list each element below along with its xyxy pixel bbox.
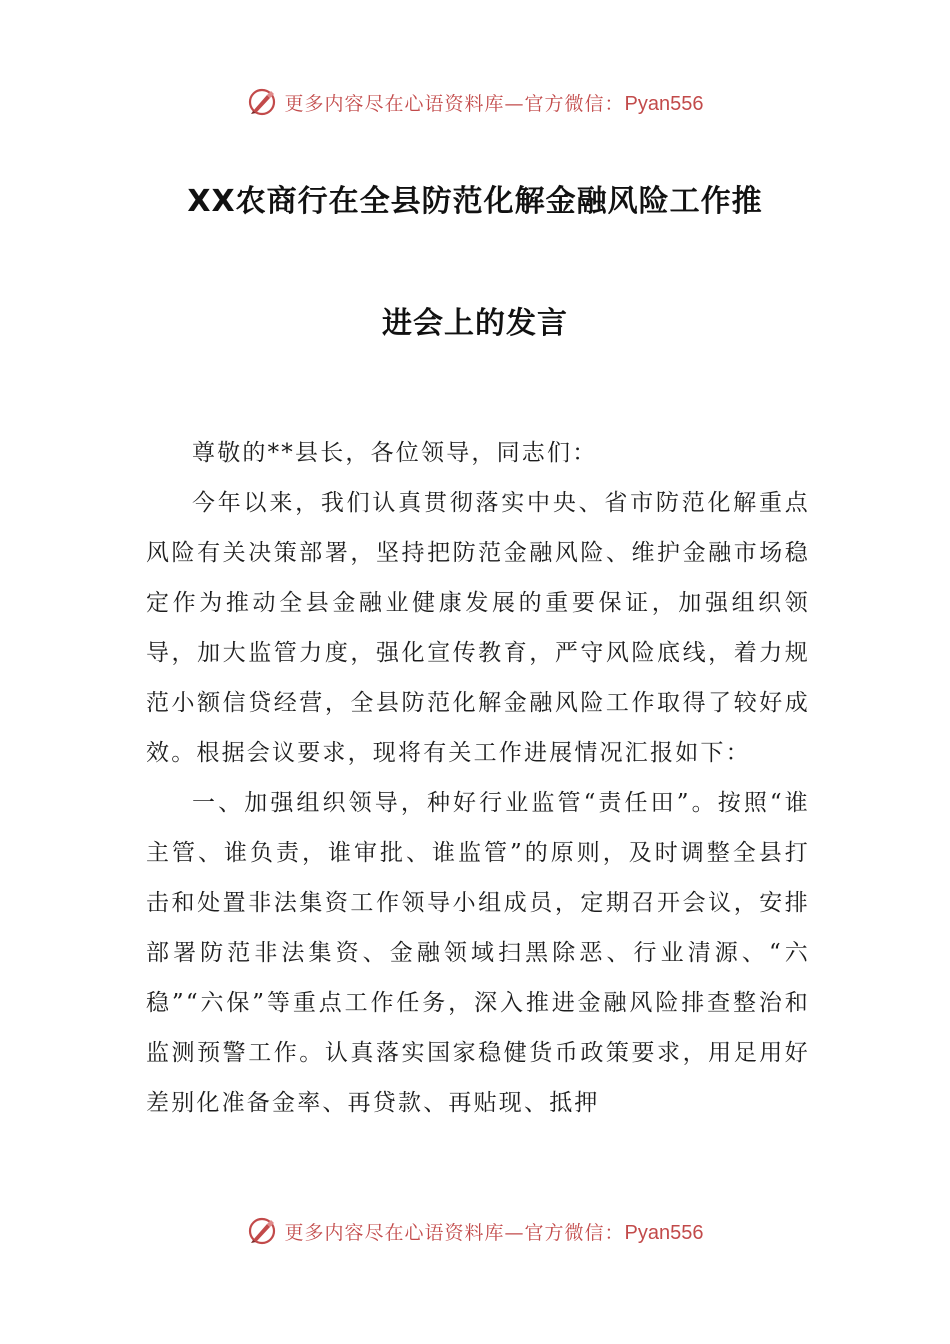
paragraph: 一、加强组织领导，种好行业监管“责任田”。按照“谁主管、谁负责，谁审批、谁监管”的原则，及时调整全县打击和处置非法集资工作领导小组成员，定期召开会议，安排部署防范非法集资、金融领域扫黑除恶、行业清源、“六稳”“六保”等重点工作任务，深入推进金融风险排查整治和监测预警工作。认真落实国家稳健货币政策要求，用足用好差别化准备金率、再贷款、再贴现、抵押 [146, 790, 810, 1116]
watermark-text [285, 89, 704, 116]
watermark-separator: — [504, 1221, 525, 1244]
watermark-header [0, 82, 950, 122]
watermark-separator: — [504, 92, 525, 115]
watermark-wechat-label: 官方微信： [524, 1221, 625, 1244]
watermark-slogan: 更多内容尽在心语资料库 [284, 1221, 505, 1244]
watermark-text [285, 1218, 704, 1245]
document-title-line-1: XX农商行在全县防范化解金融风险工作推 [187, 184, 763, 219]
pen-logo-icon [247, 1216, 277, 1246]
watermark-wechat-id: Pyan556 [624, 1221, 704, 1244]
document-title-line-2: 进会上的发言 [382, 306, 568, 341]
watermark-slogan: 更多内容尽在心语资料库 [284, 92, 505, 115]
paragraph: 今年以来，我们认真贯彻落实中央、省市防范化解重点风险有关决策部署，坚持把防范金融风险、维护金融市场稳定作为推动全县金融业健康发展的重要保证，加强组织领导，加大监管力度，强化宣传教育，严守风险底线，着力规范小额信贷经营，全县防范化解金融风险工作取得了较好成效。根据会议要求，现将有关工作进展情况汇报如下： [146, 490, 810, 766]
watermark-wechat-id: Pyan556 [624, 92, 704, 115]
watermark-footer [0, 1211, 950, 1251]
document-body [146, 428, 810, 1128]
pen-logo-icon [247, 87, 277, 117]
watermark-wechat-label: 官方微信： [524, 92, 625, 115]
salutation: 尊敬的**县长，各位领导，同志们： [192, 440, 598, 466]
